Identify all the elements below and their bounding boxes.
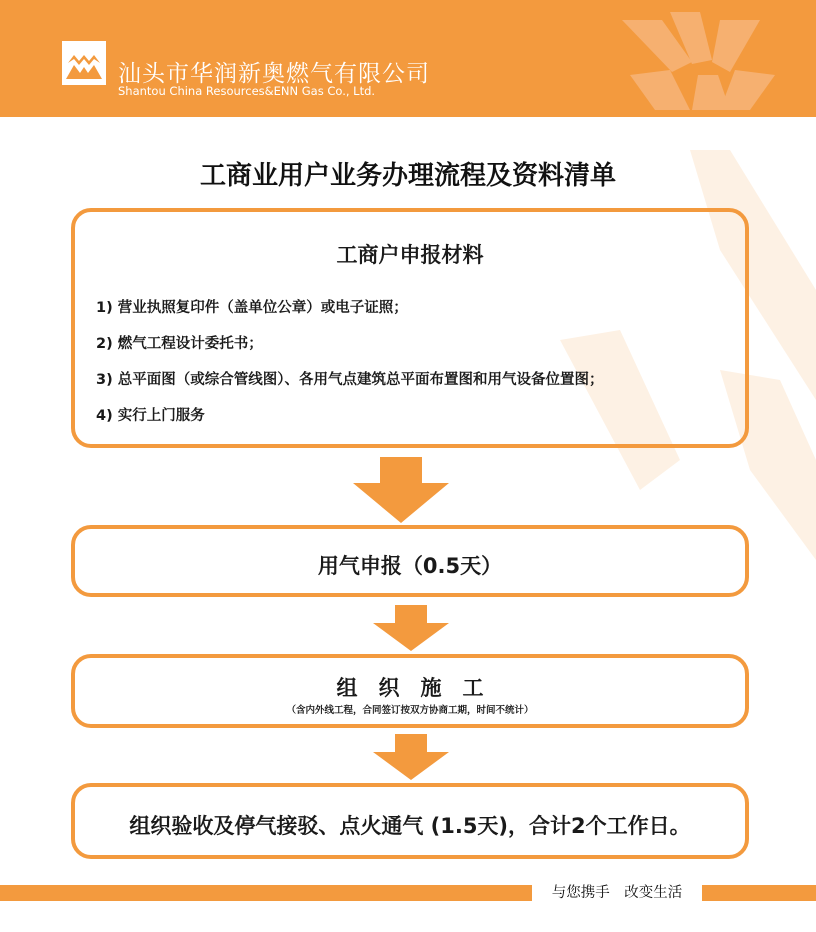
list-item: 3) 总平面图（或综合管线图）、各用气点建筑总平面布置图和用气设备位置图；: [96, 372, 604, 388]
step-construction-note: （含内外线工程，合同签订按双方协商工期，时间不统计）: [286, 705, 534, 716]
list-item: 4) 实行上门服务: [96, 408, 205, 424]
company-logo-icon: [62, 41, 106, 85]
header-banner: [0, 0, 816, 117]
arrow-down-icon: [373, 605, 449, 651]
step-acceptance: 组织验收及停气接驳、点火通气 (1.5天)，合计2个工作日。: [129, 814, 691, 838]
company-name-en: Shantou China Resources&ENN Gas Co., Ltd.: [118, 84, 376, 98]
page-title: 工商业用户业务办理流程及资料清单: [199, 161, 616, 191]
arrow-down-icon: [373, 734, 449, 780]
footer-slogan: 与您携手 改变生活: [532, 881, 702, 905]
step-declare-box: [71, 525, 749, 597]
company-name-cn: 汕头市华润新奥燃气有限公司: [118, 61, 430, 87]
materials-heading: 工商户申报材料: [336, 243, 484, 267]
materials-list: [96, 298, 604, 442]
decorative-emblem-icon: [600, 0, 816, 117]
arrow-down-icon: [353, 457, 449, 523]
step-declare: 用气申报（0.5天）: [317, 554, 503, 578]
list-item: 1) 营业执照复印件（盖单位公章）或电子证照；: [96, 300, 408, 316]
step-construction-title: 组 织 施 工: [336, 676, 484, 700]
step-construction-box: [71, 654, 749, 728]
step-acceptance-box: [71, 783, 749, 859]
list-item: 2) 燃气工程设计委托书；: [96, 336, 263, 352]
materials-box: [71, 208, 749, 448]
